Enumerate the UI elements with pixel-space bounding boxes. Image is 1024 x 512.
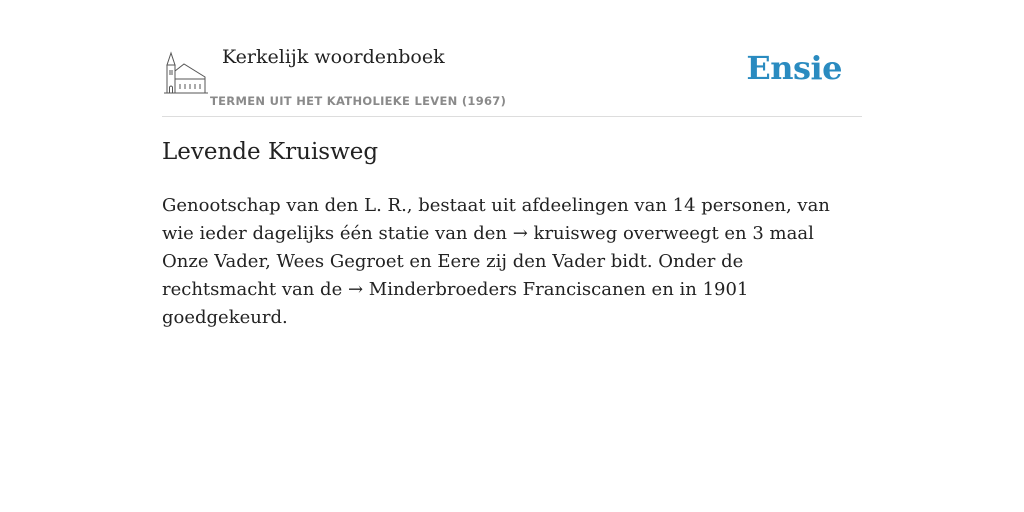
entry-text-segment: Genootschap van den L. R., bestaat uit afdeelingen van 14 personen, van wie ieder dagelijks één statie van den <box>162 195 830 244</box>
dictionary-title[interactable]: Kerkelijk woordenboek <box>222 46 445 68</box>
entry-body <box>162 192 862 332</box>
entry-title: Levende Kruisweg <box>162 139 379 165</box>
dictionary-subtitle: TERMEN UIT HET KATHOLIEKE LEVEN (1967) <box>210 94 507 108</box>
cross-reference-link-minderbroeders[interactable]: → Minderbroeders Franciscanen <box>347 279 646 300</box>
dictionary-header <box>162 40 862 117</box>
entry-text-segment: en in 1901 goedgekeurd. <box>162 279 749 328</box>
cross-reference-link-kruisweg[interactable]: → kruisweg <box>512 223 618 244</box>
brand-logo-link[interactable]: Ensie <box>746 49 842 87</box>
church-icon <box>164 49 208 95</box>
entry-text-segment: overweegt en 3 maal Onze Vader, Wees Gegroet en Eere zij den Vader bidt. Onder de rechtsmacht van de <box>162 223 814 300</box>
